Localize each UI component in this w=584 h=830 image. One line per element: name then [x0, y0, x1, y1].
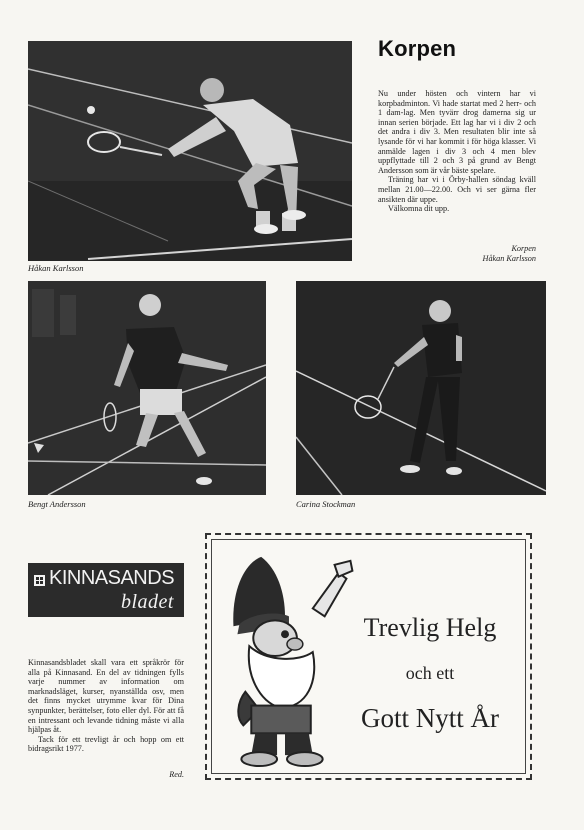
caption-left-photo: Bengt Andersson: [28, 499, 86, 509]
logo-square-icon: [34, 575, 45, 586]
article-signature-org: Korpen: [511, 244, 536, 253]
badminton-player-illustration: [28, 281, 266, 495]
newsletter-signature: Red.: [169, 770, 184, 779]
newsletter-paragraph-2: Tack för ett trevligt år och hopp om ett bidragsrikt 1977.: [28, 734, 184, 754]
logo-text-bladet: bladet: [121, 591, 174, 613]
greeting-line-1: Trevlig Helg: [363, 613, 497, 642]
caption-right-photo: Carina Stockman: [296, 499, 356, 509]
newsletter-body: [28, 658, 184, 754]
kinnasands-bladet-logo: [28, 563, 184, 617]
article-signature-name: Håkan Karlsson: [482, 253, 536, 263]
photo-carina-stockman: [296, 281, 546, 495]
article-paragraph-3: Välkomna dit upp.: [388, 204, 450, 214]
holiday-greeting-card: [205, 533, 532, 780]
greeting-line-2: och ett: [405, 663, 455, 683]
article-paragraph-2: Träning har vi i Örby-hallen söndag kväll mellan 21.00—22.00. Och vi ser gärna fler ansikten där uppe.: [378, 175, 536, 204]
photo-hakan-karlsson: [28, 41, 352, 261]
article-title: Korpen: [378, 36, 457, 61]
gnome-illustration: [215, 543, 355, 771]
article-signature: [420, 244, 536, 263]
photo-bengt-andersson: [28, 281, 266, 495]
badminton-player-illustration: [296, 281, 546, 495]
badminton-player-illustration: [28, 41, 352, 261]
greeting-line-3: Gott Nytt År: [361, 703, 499, 733]
article-paragraph-1: Nu under hösten och vintern har vi korpbadminton. Vi hade startat med 2 herr- och 1 dam-lag. Men tyvärr drog damerna sig ur innan serien började. Ett lag har vi i div 2 och det andra i div 3. Men resultaten blir inte så lysande för vi har kommit i för höga klasser. Vi anmälde lagen i div 3 och 4 men blev uppflyttade till 2 och 3 på grund av Bengt Andersson som är vår bäste spelare.: [378, 89, 536, 175]
newsletter-paragraph-1: Kinnasandsbladet skall vara ett språkrör för alla på Kinnasand. En del av tidningen fylls varje nummer av information om marknadsläget, kurser, nyanställda osv, men det finns mycket utrymme kvar för Dina synpunkter, berättelser, foto eller dyl. För att få en intressant och levande tidning måste vi alla hjälpas åt.: [28, 658, 184, 735]
logo-text-kinnasands: KINNASANDS: [49, 567, 175, 589]
caption-top-photo: Håkan Karlsson: [28, 263, 84, 273]
article-body: [378, 89, 536, 214]
